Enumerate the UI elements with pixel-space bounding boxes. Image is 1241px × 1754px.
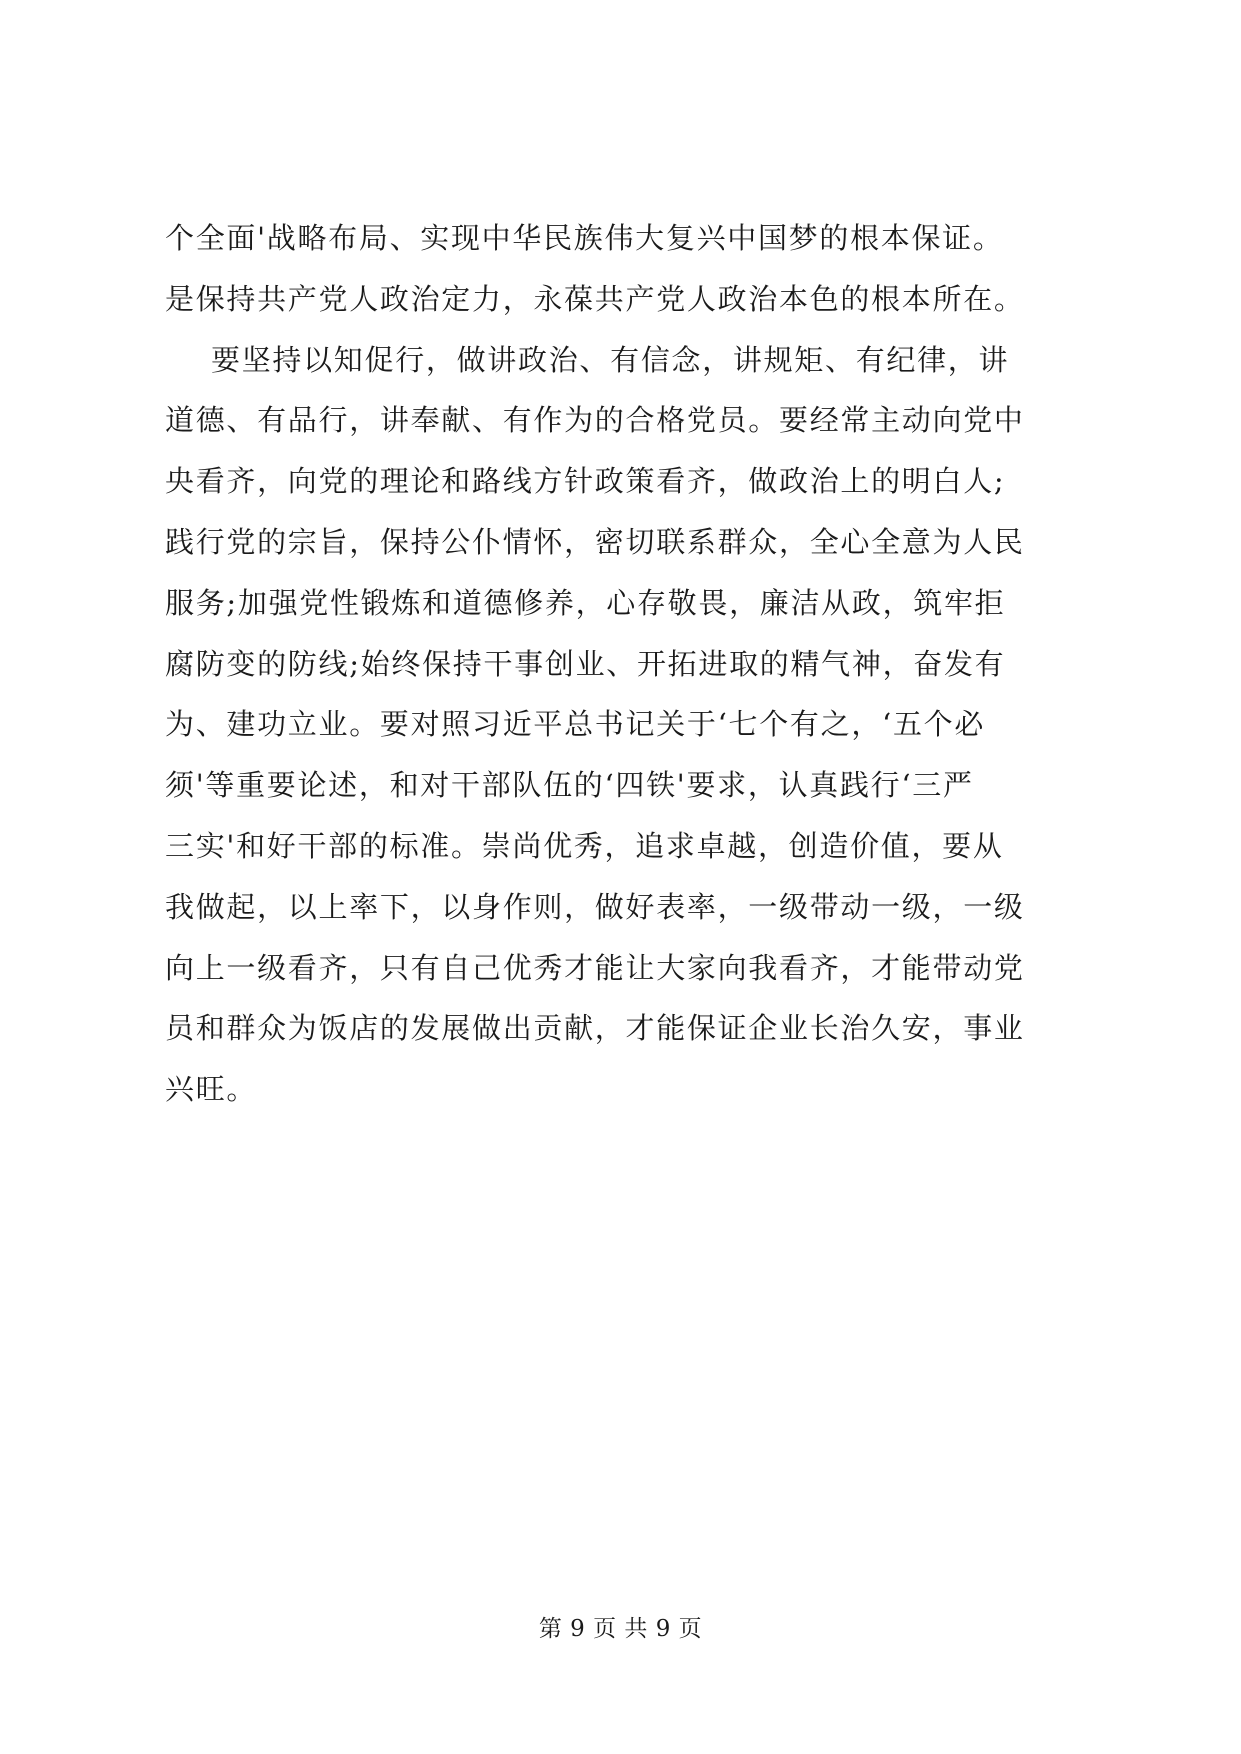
text-line: 我做起，以上率下，以身作则，做好表率，一级带动一级，一级 <box>165 889 1025 924</box>
text-line: 三实'和好干部的标准。崇尚优秀，追求卓越，创造价值，要从 <box>165 828 1004 863</box>
text-line: 兴旺。 <box>165 1072 258 1107</box>
text-line: 央看齐，向党的理论和路线方针政策看齐，做政治上的明白人; <box>165 464 1006 499</box>
text-line: 须'等重要论述，和对干部队伍的‘四铁'要求，认真践行‘三严 <box>165 768 974 803</box>
text-line: 服务;加强党性锻炼和道德修养，心存敬畏，廉洁从政，筑牢拒 <box>165 585 1006 620</box>
text-line: 为、建功立业。要对照习近平总书记关于‘七个有之，‘五个必 <box>165 707 986 742</box>
text-line: 员和群众为饭店的发展做出贡献，才能保证企业长治久安，事业 <box>165 1011 1025 1046</box>
text-line: 道德、有品行，讲奉献、有作为的合格党员。要经常主动向党中 <box>165 403 1025 438</box>
text-line: 腐防变的防线;始终保持干事创业、开拓进取的精气神，奋发有 <box>165 646 1006 681</box>
body-text <box>165 208 1095 1120</box>
text-line: 向上一级看齐，只有自己优秀才能让大家向我看齐，才能带动党 <box>165 950 1025 985</box>
page-number: 第 9 页 共 9 页 <box>538 1616 703 1642</box>
page-footer <box>0 1610 1241 1643</box>
text-line: 是保持共产党人政治定力，永葆共产党人政治本色的根本所在。 <box>165 281 1025 316</box>
text-line: 践行党的宗旨，保持公仆情怀，密切联系群众，全心全意为人民 <box>165 524 1025 559</box>
paragraph-first-line: 要坚持以知促行，做讲政治、有信念，讲规矩、有纪律，讲 <box>211 342 1010 377</box>
text-line: 个全面'战略布局、实现中华民族伟大复兴中国梦的根本保证。 <box>165 221 1004 255</box>
